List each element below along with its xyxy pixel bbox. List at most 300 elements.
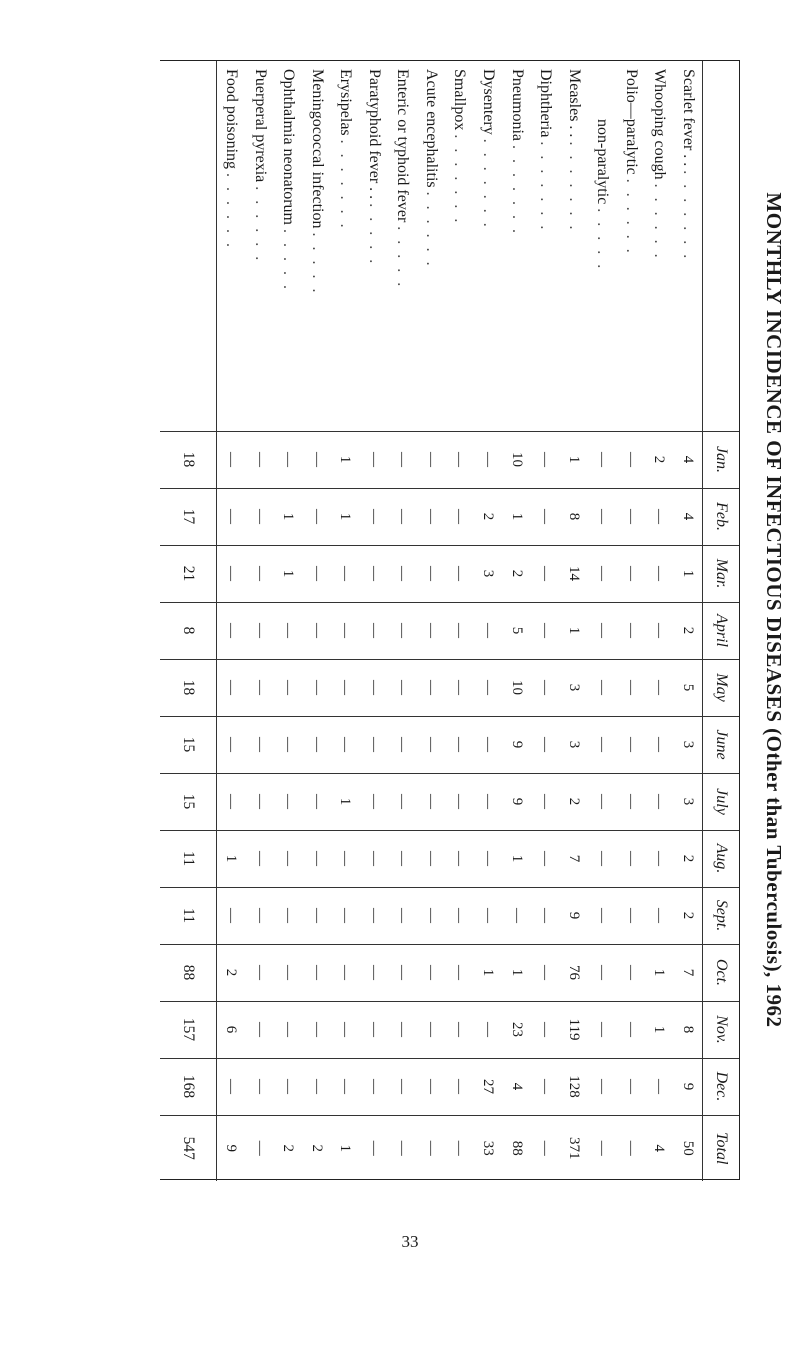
leader-dots: . . . . . . .: [679, 170, 697, 262]
month-cell: —: [616, 488, 645, 545]
leader-dots: . . . . . . .: [537, 141, 555, 233]
month-cell: —: [531, 830, 560, 887]
leader-dots: . . . . . . .: [337, 139, 355, 231]
month-cell: 3: [474, 545, 503, 602]
table-body: [160, 61, 703, 1181]
leader-dots: . . . . .: [394, 226, 412, 290]
month-cell: —: [645, 602, 674, 659]
disease-name: [502, 61, 531, 431]
month-cell: —: [388, 830, 417, 887]
month-cell: —: [445, 716, 474, 773]
month-cell: 1: [331, 488, 360, 545]
month-cell: —: [588, 431, 617, 488]
row-total-cell: 371: [559, 1115, 588, 1181]
month-cell: —: [216, 716, 245, 773]
disease-name: [360, 61, 389, 431]
month-cell: 4: [502, 1058, 531, 1115]
disease-label: Whooping cough: [651, 69, 669, 180]
month-cell: —: [360, 659, 389, 716]
month-cell: —: [388, 545, 417, 602]
row-total-cell: —: [588, 1115, 617, 1181]
month-cell: —: [246, 1058, 275, 1115]
month-cell: —: [216, 545, 245, 602]
month-cell: 3: [673, 716, 702, 773]
table-row: [616, 61, 645, 1181]
month-cell: —: [588, 887, 617, 944]
table-row: [274, 61, 303, 1181]
month-cell: —: [246, 1001, 275, 1058]
month-cell: —: [445, 1058, 474, 1115]
month-cell: 9: [502, 773, 531, 830]
month-cell: —: [331, 944, 360, 1001]
leader-dots: . . . . . . .: [565, 141, 583, 233]
leader-dots: . . . . . .: [251, 186, 269, 264]
month-cell: 2: [645, 431, 674, 488]
month-cell: —: [246, 773, 275, 830]
month-cell: —: [616, 1001, 645, 1058]
totals-label-cell: [160, 61, 216, 431]
row-total-cell: 4: [645, 1115, 674, 1181]
disease-label: non-paralytic: [594, 119, 612, 205]
month-cell: 1: [474, 944, 503, 1001]
month-cell: —: [588, 773, 617, 830]
disease-label: Diphtheria: [537, 69, 555, 138]
table-row: [531, 61, 560, 1181]
table-row: [216, 61, 245, 1181]
disease-label: Dysentery: [480, 69, 498, 135]
month-cell: —: [274, 659, 303, 716]
disease-label: Polio—paralytic: [622, 69, 640, 175]
header-month: Nov.: [703, 1001, 740, 1058]
disease-name: [474, 61, 503, 431]
month-cell: 5: [502, 602, 531, 659]
month-cell: —: [360, 887, 389, 944]
month-cell: —: [303, 545, 332, 602]
month-cell: —: [360, 716, 389, 773]
page-number: 33: [401, 1232, 419, 1251]
leader-dots: . . . . . .: [651, 183, 669, 261]
disease-name: [673, 61, 702, 431]
month-cell: 1: [559, 431, 588, 488]
leader-dots: . . . . . . .: [480, 138, 498, 230]
month-cell: —: [274, 431, 303, 488]
month-cell: —: [645, 887, 674, 944]
month-cell: 119: [559, 1001, 588, 1058]
month-cell: 23: [502, 1001, 531, 1058]
month-cell: —: [417, 887, 446, 944]
month-total-cell: 11: [160, 830, 216, 887]
month-cell: —: [445, 773, 474, 830]
month-cell: 2: [559, 773, 588, 830]
month-cell: —: [616, 1058, 645, 1115]
month-cell: —: [616, 431, 645, 488]
month-cell: —: [445, 659, 474, 716]
grand-total-cell: 547: [160, 1115, 216, 1181]
month-cell: —: [303, 716, 332, 773]
month-cell: —: [531, 431, 560, 488]
month-cell: 7: [559, 830, 588, 887]
disease-name: [616, 61, 645, 431]
month-cell: —: [216, 431, 245, 488]
disease-label: Measles . .: [565, 69, 583, 138]
month-cell: 7: [673, 944, 702, 1001]
header-month: June: [703, 716, 740, 773]
month-cell: 1: [331, 773, 360, 830]
month-cell: —: [246, 545, 275, 602]
month-cell: —: [388, 773, 417, 830]
disease-name: [388, 61, 417, 431]
month-cell: —: [474, 431, 503, 488]
month-total-cell: 157: [160, 1001, 216, 1058]
table-row: [360, 61, 389, 1181]
month-cell: —: [360, 545, 389, 602]
month-cell: 1: [274, 488, 303, 545]
month-cell: —: [616, 545, 645, 602]
month-cell: —: [216, 1058, 245, 1115]
row-total-cell: —: [445, 1115, 474, 1181]
month-cell: —: [360, 488, 389, 545]
table-row: [388, 61, 417, 1181]
month-cell: —: [246, 659, 275, 716]
month-cell: —: [474, 659, 503, 716]
month-cell: —: [531, 1058, 560, 1115]
table-row: [588, 61, 617, 1181]
month-cell: —: [303, 944, 332, 1001]
month-cell: —: [445, 887, 474, 944]
month-cell: 10: [502, 659, 531, 716]
month-cell: 1: [216, 830, 245, 887]
month-cell: 1: [645, 1001, 674, 1058]
month-cell: —: [246, 602, 275, 659]
month-cell: 128: [559, 1058, 588, 1115]
month-cell: —: [274, 1001, 303, 1058]
month-cell: —: [360, 944, 389, 1001]
month-cell: 1: [502, 944, 531, 1001]
month-cell: —: [588, 716, 617, 773]
month-cell: —: [388, 602, 417, 659]
month-cell: 14: [559, 545, 588, 602]
month-cell: —: [216, 602, 245, 659]
month-cell: —: [360, 431, 389, 488]
disease-name: [303, 61, 332, 431]
header-month: Mar.: [703, 545, 740, 602]
month-cell: —: [588, 1001, 617, 1058]
header-month: Aug.: [703, 830, 740, 887]
month-cell: —: [303, 1058, 332, 1115]
month-cell: —: [645, 545, 674, 602]
table-row: [645, 61, 674, 1181]
month-cell: —: [331, 1001, 360, 1058]
row-total-cell: 1: [331, 1115, 360, 1181]
leader-dots: . . . . . .: [622, 178, 640, 256]
month-cell: 3: [559, 716, 588, 773]
rotated-page: [160, 0, 800, 1220]
month-cell: —: [502, 887, 531, 944]
month-cell: —: [474, 773, 503, 830]
table-row: [331, 61, 360, 1181]
leader-dots: . . . . .: [280, 228, 298, 292]
month-cell: —: [531, 602, 560, 659]
month-cell: —: [246, 887, 275, 944]
month-cell: 1: [331, 431, 360, 488]
page-title: MONTHLY INCIDENCE OF INFECTIOUS DISEASES (Other than Tuberculosis), 1962: [762, 192, 786, 1028]
month-cell: —: [417, 773, 446, 830]
month-cell: 8: [673, 1001, 702, 1058]
month-cell: —: [645, 716, 674, 773]
month-cell: 27: [474, 1058, 503, 1115]
month-cell: —: [531, 773, 560, 830]
month-cell: 10: [502, 431, 531, 488]
leader-dots: . . . . . . .: [508, 145, 526, 236]
month-cell: —: [274, 1058, 303, 1115]
month-total-cell: 8: [160, 602, 216, 659]
table-header-row: [703, 61, 740, 1181]
month-cell: —: [417, 1001, 446, 1058]
month-cell: —: [360, 602, 389, 659]
disease-label: Paratyphoid fever . .: [365, 69, 383, 200]
month-cell: —: [417, 1058, 446, 1115]
month-cell: 2: [474, 488, 503, 545]
month-cell: —: [331, 716, 360, 773]
month-cell: —: [274, 716, 303, 773]
month-cell: 4: [673, 488, 702, 545]
month-total-cell: 18: [160, 431, 216, 488]
header-month: Dec.: [703, 1058, 740, 1115]
month-cell: —: [303, 830, 332, 887]
month-cell: —: [588, 602, 617, 659]
month-cell: —: [645, 659, 674, 716]
month-cell: —: [417, 716, 446, 773]
month-cell: —: [274, 830, 303, 887]
disease-label: Smallpox: [451, 69, 469, 131]
month-cell: —: [417, 602, 446, 659]
disease-label: Ophthalmia neonatorum: [280, 69, 298, 225]
month-cell: —: [216, 659, 245, 716]
row-total-cell: —: [616, 1115, 645, 1181]
month-cell: —: [274, 773, 303, 830]
month-cell: 1: [502, 830, 531, 887]
disease-name: [331, 61, 360, 431]
row-total-cell: 50: [673, 1115, 702, 1181]
disease-label: Enteric or typhoid fever: [394, 69, 412, 223]
disease-label: Meningococcal infection: [308, 69, 326, 229]
month-cell: 2: [673, 887, 702, 944]
disease-name: [531, 61, 560, 431]
month-cell: —: [531, 944, 560, 1001]
month-cell: —: [246, 944, 275, 1001]
row-total-cell: —: [531, 1115, 560, 1181]
month-cell: —: [417, 830, 446, 887]
month-cell: —: [645, 488, 674, 545]
month-cell: 9: [559, 887, 588, 944]
month-cell: —: [616, 830, 645, 887]
month-total-cell: 15: [160, 773, 216, 830]
month-cell: 1: [559, 602, 588, 659]
month-cell: —: [588, 944, 617, 1001]
month-cell: 6: [216, 1001, 245, 1058]
month-cell: —: [417, 944, 446, 1001]
month-cell: —: [531, 545, 560, 602]
month-cell: 2: [673, 602, 702, 659]
month-cell: —: [331, 887, 360, 944]
row-total-cell: 33: [474, 1115, 503, 1181]
month-cell: 1: [673, 545, 702, 602]
leader-dots: . . . . .: [308, 232, 326, 296]
table-row: [559, 61, 588, 1181]
disease-label: Acute encephalitis: [422, 69, 440, 188]
month-cell: 3: [673, 773, 702, 830]
disease-label: Puerperal pyrexia: [251, 69, 269, 183]
row-total-cell: —: [388, 1115, 417, 1181]
month-cell: —: [616, 602, 645, 659]
leader-dots: . . . . .: [365, 203, 383, 267]
row-total-cell: —: [246, 1115, 275, 1181]
month-cell: —: [388, 1001, 417, 1058]
table-row: [417, 61, 446, 1181]
month-cell: —: [417, 545, 446, 602]
leader-dots: . . . . . . .: [451, 134, 469, 226]
month-cell: —: [388, 431, 417, 488]
month-cell: —: [616, 659, 645, 716]
month-cell: —: [616, 944, 645, 1001]
disease-label: Pneumonia: [508, 69, 526, 141]
month-cell: 3: [559, 659, 588, 716]
disease-name: [417, 61, 446, 431]
header-total: Total: [703, 1115, 740, 1181]
month-cell: —: [616, 716, 645, 773]
month-cell: 2: [673, 830, 702, 887]
month-cell: —: [588, 1058, 617, 1115]
disease-name: [645, 61, 674, 431]
month-cell: —: [474, 830, 503, 887]
leader-dots: . . . . .: [594, 208, 612, 272]
month-cell: 9: [502, 716, 531, 773]
month-cell: —: [303, 773, 332, 830]
header-month: Sept.: [703, 887, 740, 944]
month-cell: 5: [673, 659, 702, 716]
month-cell: —: [417, 488, 446, 545]
month-cell: —: [216, 773, 245, 830]
month-cell: 2: [502, 545, 531, 602]
month-cell: —: [588, 830, 617, 887]
month-cell: —: [274, 602, 303, 659]
month-cell: —: [274, 887, 303, 944]
incidence-table-frame: [160, 60, 740, 1180]
month-cell: —: [303, 887, 332, 944]
month-cell: —: [616, 773, 645, 830]
month-cell: —: [445, 944, 474, 1001]
table-row: [474, 61, 503, 1181]
month-cell: —: [360, 773, 389, 830]
month-cell: —: [445, 1001, 474, 1058]
month-total-cell: 168: [160, 1058, 216, 1115]
month-total-cell: 18: [160, 659, 216, 716]
row-total-cell: 2: [274, 1115, 303, 1181]
month-cell: 1: [645, 944, 674, 1001]
month-cell: —: [531, 1001, 560, 1058]
month-cell: —: [588, 659, 617, 716]
month-cell: —: [246, 716, 275, 773]
month-cell: 1: [502, 488, 531, 545]
month-cell: —: [246, 431, 275, 488]
month-cell: —: [445, 830, 474, 887]
month-cell: —: [531, 659, 560, 716]
month-cell: —: [417, 431, 446, 488]
month-cell: —: [360, 830, 389, 887]
month-cell: 2: [216, 944, 245, 1001]
incidence-table: [160, 61, 739, 1181]
disease-name: [445, 61, 474, 431]
month-cell: —: [388, 944, 417, 1001]
disease-label: Scarlet fever . .: [679, 69, 697, 167]
month-cell: —: [331, 545, 360, 602]
row-total-cell: 9: [216, 1115, 245, 1181]
month-cell: —: [417, 659, 446, 716]
month-cell: —: [388, 488, 417, 545]
month-cell: 8: [559, 488, 588, 545]
month-cell: —: [531, 488, 560, 545]
header-disease: [703, 61, 740, 431]
month-cell: 4: [673, 431, 702, 488]
month-total-cell: 15: [160, 716, 216, 773]
month-cell: —: [474, 887, 503, 944]
month-cell: 9: [673, 1058, 702, 1115]
month-cell: —: [303, 431, 332, 488]
month-cell: —: [645, 773, 674, 830]
table-row: [303, 61, 332, 1181]
month-cell: —: [645, 830, 674, 887]
header-month: Oct.: [703, 944, 740, 1001]
month-cell: —: [474, 1001, 503, 1058]
month-cell: —: [331, 659, 360, 716]
month-cell: —: [616, 887, 645, 944]
table-row: [673, 61, 702, 1181]
month-cell: —: [474, 716, 503, 773]
month-cell: —: [216, 488, 245, 545]
row-total-cell: —: [360, 1115, 389, 1181]
table-row: [502, 61, 531, 1181]
month-cell: —: [645, 1058, 674, 1115]
disease-name: [559, 61, 588, 431]
month-cell: —: [303, 488, 332, 545]
month-cell: —: [246, 830, 275, 887]
header-month: Jan.: [703, 431, 740, 488]
month-cell: —: [360, 1058, 389, 1115]
header-month: Feb.: [703, 488, 740, 545]
row-total-cell: 2: [303, 1115, 332, 1181]
month-cell: —: [388, 887, 417, 944]
month-cell: —: [588, 545, 617, 602]
month-cell: 76: [559, 944, 588, 1001]
leader-dots: . . . . . .: [223, 173, 241, 251]
month-cell: —: [246, 488, 275, 545]
month-total-cell: 11: [160, 887, 216, 944]
month-cell: —: [445, 602, 474, 659]
month-cell: —: [303, 659, 332, 716]
month-total-cell: 21: [160, 545, 216, 602]
leader-dots: . . . . . .: [422, 191, 440, 269]
row-total-cell: —: [417, 1115, 446, 1181]
month-cell: —: [331, 830, 360, 887]
month-cell: —: [331, 602, 360, 659]
header-month: May: [703, 659, 740, 716]
totals-row: [160, 61, 216, 1181]
month-cell: —: [445, 545, 474, 602]
month-cell: —: [531, 716, 560, 773]
disease-name: [588, 61, 617, 431]
month-cell: —: [388, 716, 417, 773]
month-cell: 1: [274, 545, 303, 602]
